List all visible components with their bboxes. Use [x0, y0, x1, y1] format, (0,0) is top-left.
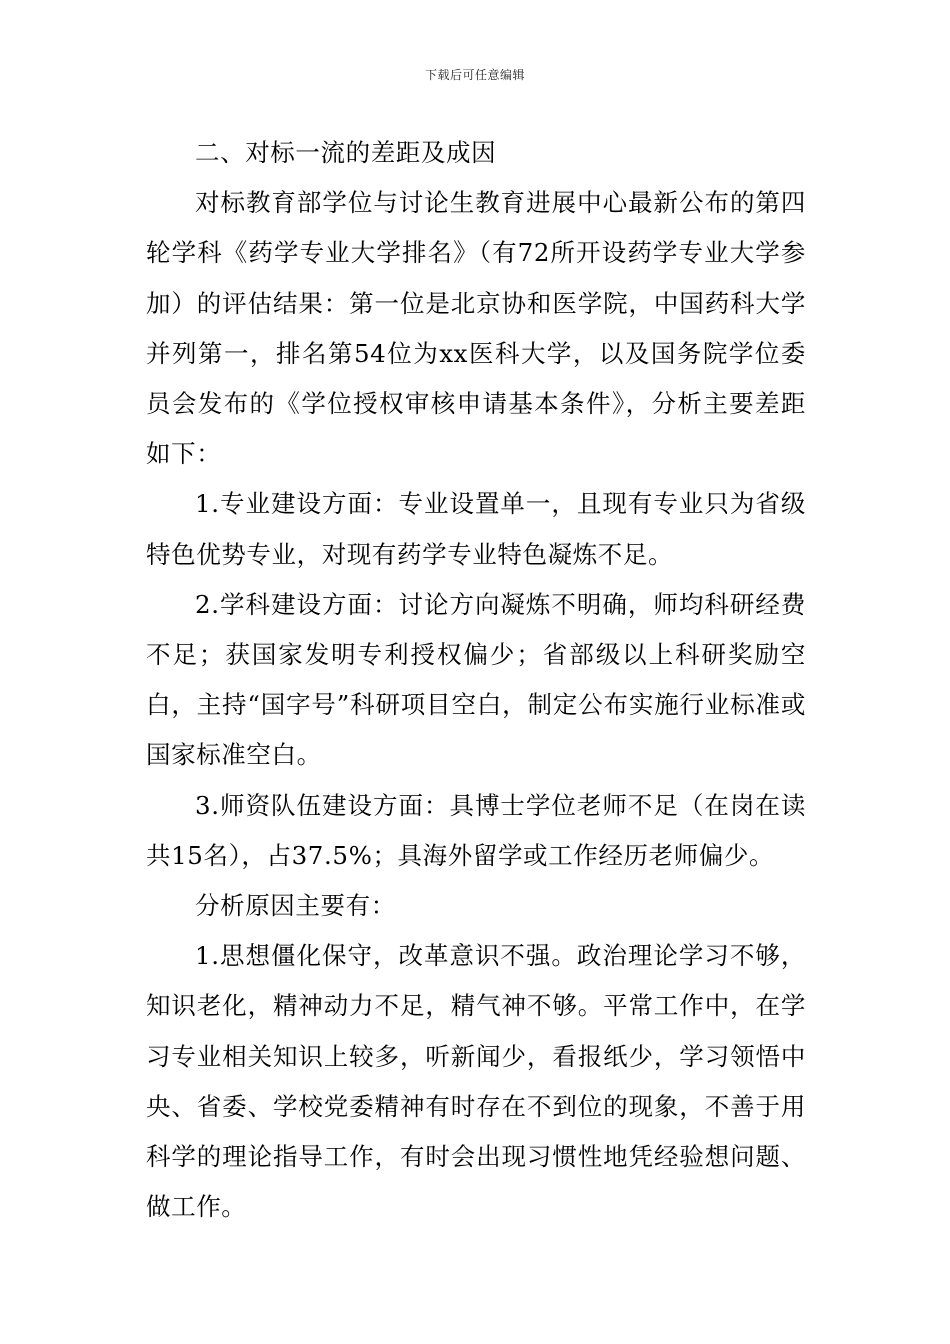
paragraph-gap-faculty: 3.师资队伍建设方面：具博士学位老师不足（在岗在读共15名），占37.5%；具海外留学或工作经历老师偏少。: [146, 790, 806, 870]
paragraph-benchmark: 对标教育部学位与讨论生教育进展中心最新公布的第四轮学科《药学专业大学排名》（有72所开设药学专业大学参加）的评估结果：第一位是北京协和医学院，中国药科大学并列第一，排名第54位为xx医科大学，以及国务院学位委员会发布的《学位授权审核申请基本条件》，分析主要差距如下：: [146, 188, 806, 469]
page-header-note: 下载后可任意编辑: [424, 68, 525, 82]
paragraph-gap-major: 1.专业建设方面：专业设置单一，且现有专业只为省级特色优势专业，对现有药学专业特色凝炼不足。: [146, 489, 806, 569]
paragraph-causes-intro: 分析原因主要有：: [195, 891, 396, 921]
section-heading: 二、对标一流的差距及成因: [195, 138, 497, 167]
paragraph-gap-discipline: 2.学科建设方面：讨论方向凝炼不明确，师均科研经费不足；获国家发明专利授权偏少；省部级以上科研奖励空白，主持“国字号”科研项目空白，制定公布实施行业标准或国家标准空白。: [146, 589, 806, 770]
paragraph-cause-1: 1.思想僵化保守，改革意识不强。政治理论学习不够，知识老化，精神动力不足，精气神不够。平常工作中，在学习专业相关知识上较多，听新闻少，看报纸少，学习领悟中央、省委、学校党委精神有时存在不到位的现象，不善于用科学的理论指导工作，有时会出现习惯性地凭经验想问题、做工作。: [146, 941, 806, 1222]
document-body: [146, 128, 806, 1232]
